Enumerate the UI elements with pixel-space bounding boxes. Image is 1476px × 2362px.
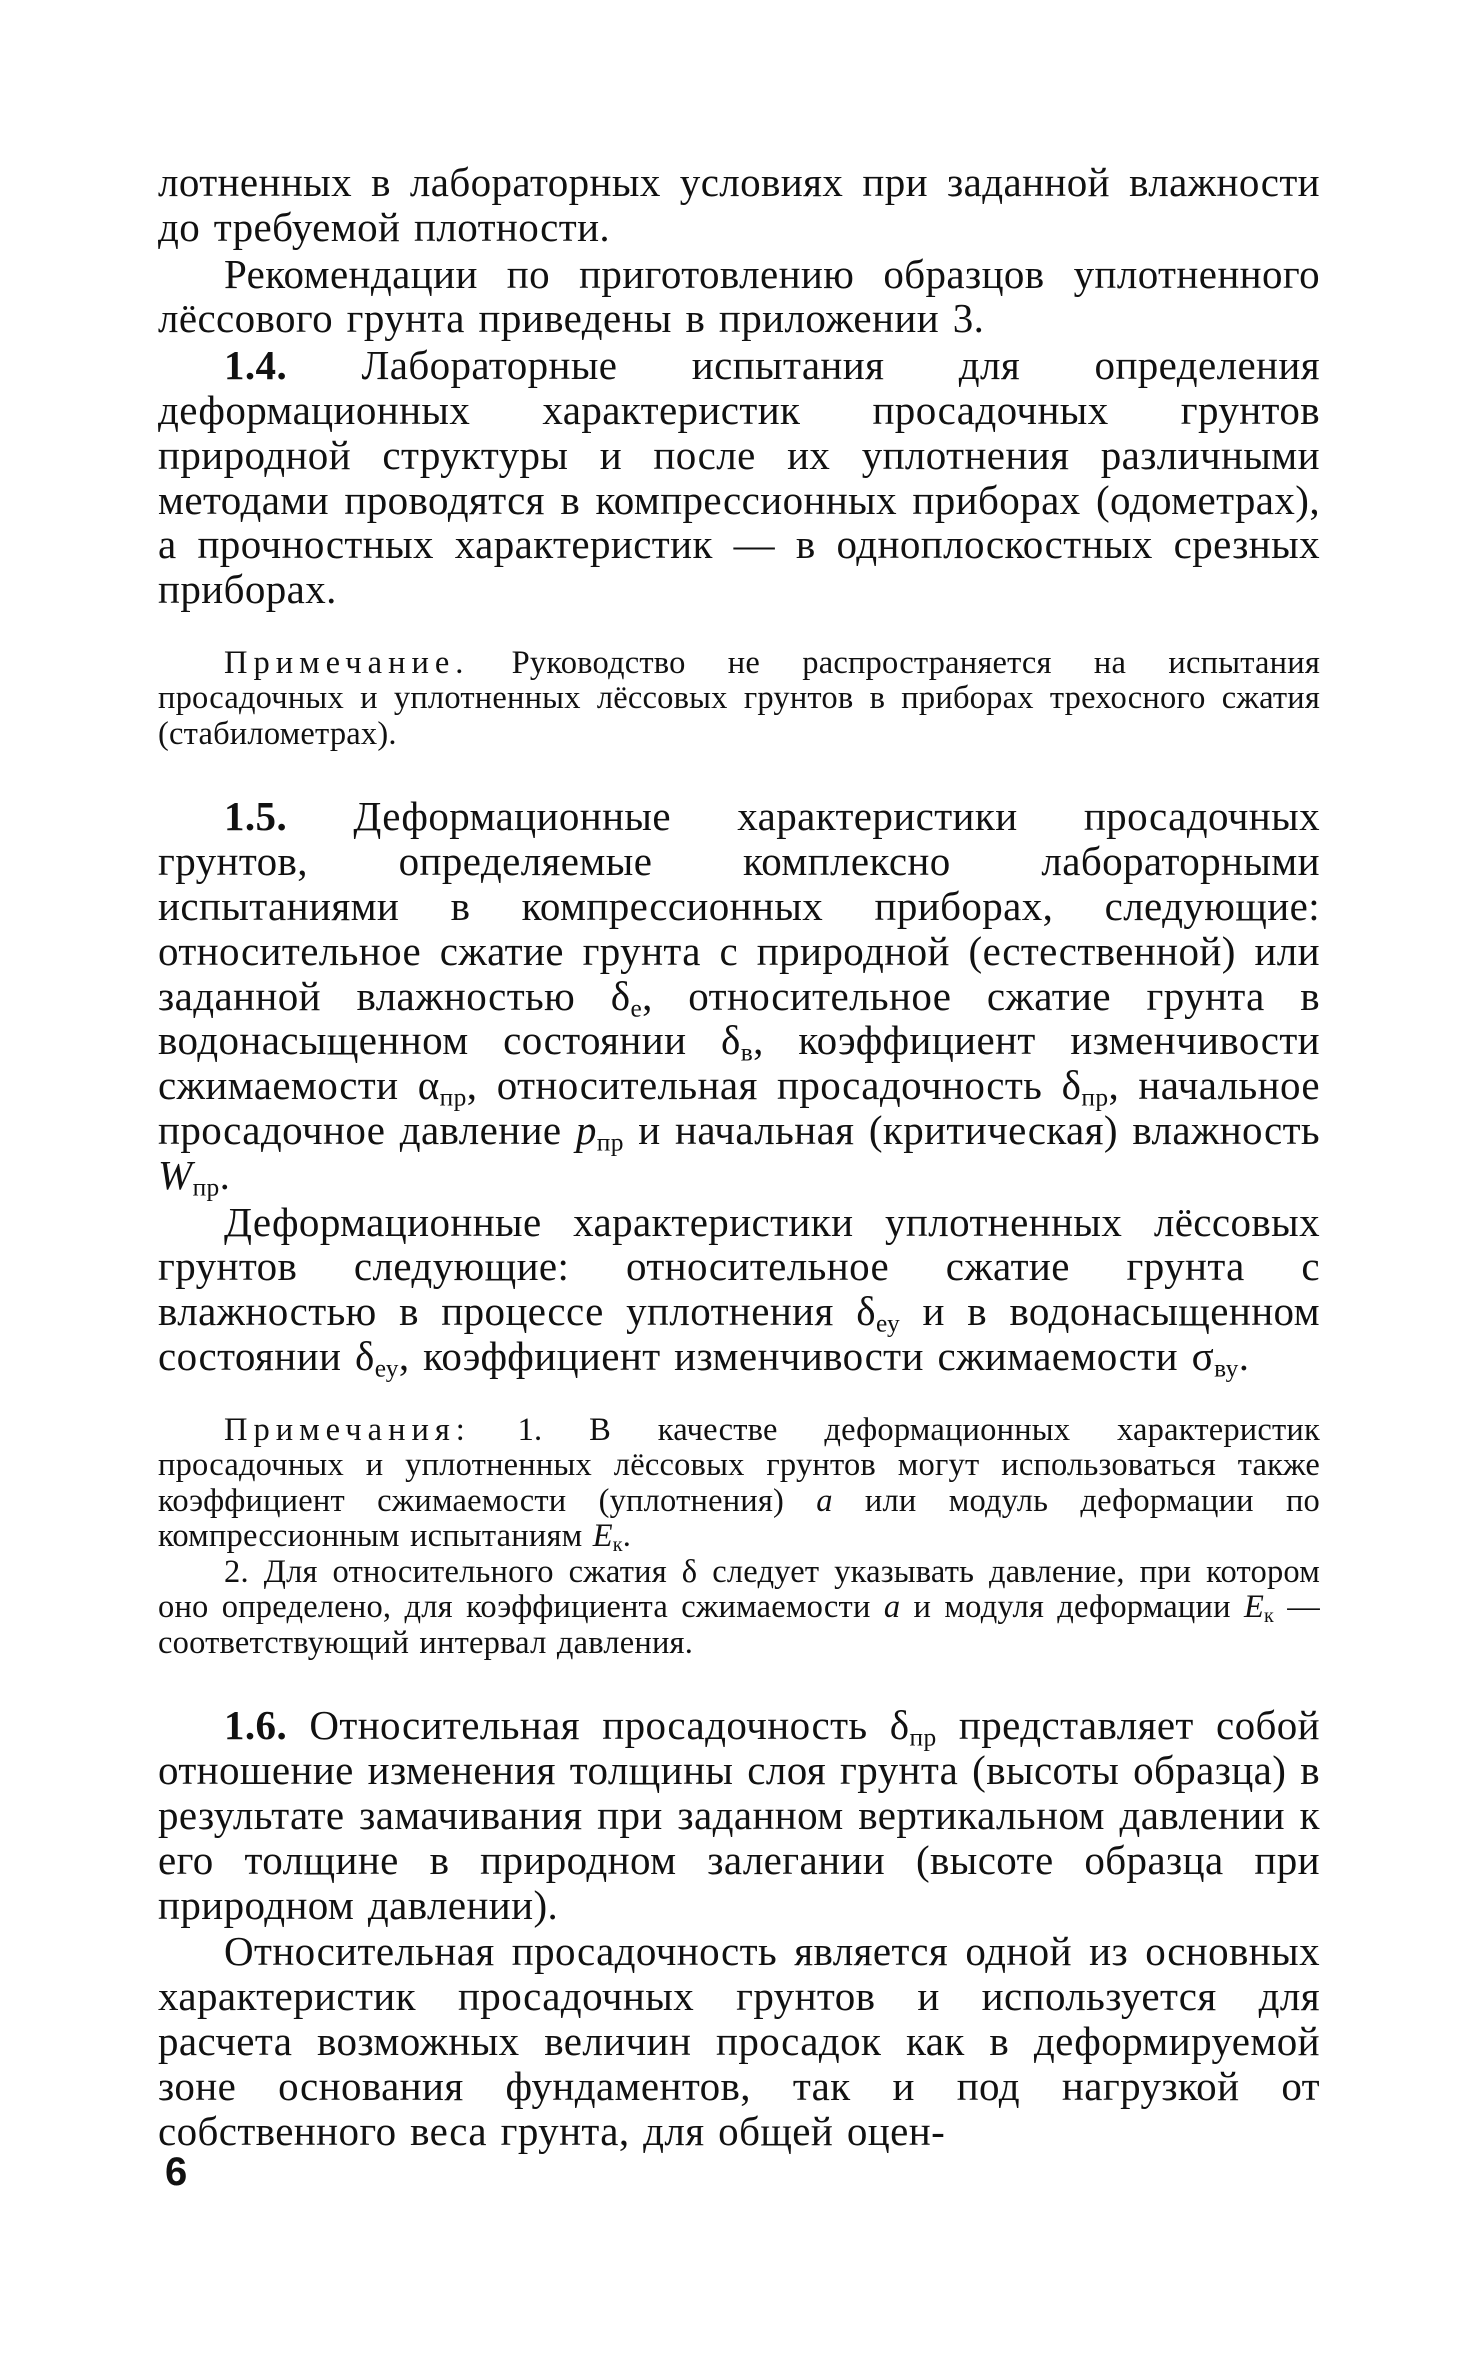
symbol-subscript: пр [1081, 1083, 1109, 1112]
paragraph-text: , коэффициент изменчивости сжимаемости [158, 1017, 1320, 1109]
note-text: 2. Для относительного сжатия δ следует указывать давление, при котором оно определено, для коэффициента сжимаемости [158, 1553, 1320, 1626]
symbol-subscript: к [1264, 1605, 1275, 1628]
paragraph-text: и начальная (критическая) влажность [623, 1107, 1320, 1154]
paragraph-text: и в водонасыщенном состоянии [158, 1288, 1321, 1380]
symbol-subscript: еу [374, 1354, 399, 1383]
symbol: a [816, 1482, 833, 1519]
symbol-subscript: в [740, 1038, 754, 1067]
paragraph-text: Деформационные характеристики уплотненных лёссовых грунтов следующие: относительное сжатие грунта с влажностью в процессе уплотнения [158, 1198, 1320, 1335]
symbol-subscript: пр [596, 1128, 624, 1157]
symbol-subscript: к [612, 1534, 623, 1557]
symbol: δ [610, 972, 631, 1019]
paragraph-text: . [219, 1151, 231, 1198]
document-page [158, 160, 1320, 2153]
section-number: 1.5. [224, 793, 288, 840]
paragraph-relative-subsidence [158, 1929, 1320, 2153]
section-number: 1.4. [224, 342, 288, 389]
notes-2-item-2 [158, 1555, 1320, 1662]
note-label: Примечание. [224, 644, 470, 681]
section-1-4 [158, 343, 1320, 612]
note-text: Руководство не распространяется на испытания просадочных и уплотненных лёссовых грунтов в приборах трехосного сжатия (стабилометрах). [158, 644, 1321, 752]
paragraph-text: Относительная просадочность [309, 1702, 890, 1749]
note-label: Примечания: [224, 1411, 471, 1448]
paragraph-compacted-soils [158, 1198, 1321, 1383]
symbol: δ [1061, 1062, 1082, 1109]
symbol-subscript: e [630, 994, 643, 1022]
symbol: W [158, 1151, 193, 1198]
symbol: E [592, 1518, 613, 1555]
paragraph-text: , коэффициент изменчивости сжимаемости [398, 1333, 1192, 1380]
note-1 [158, 646, 1320, 753]
symbol: α [417, 1062, 440, 1109]
paragraph-text: Рекомендации по приготовлению образцов уплотненного лёссового грунта приведены в приложении 3. [158, 250, 1320, 342]
symbol-subscript: пр [439, 1083, 467, 1112]
section-number: 1.6. [224, 1702, 288, 1749]
note-text: или модуль деформации по компрессионным испытаниям [158, 1482, 1321, 1555]
symbol: δ [354, 1333, 375, 1380]
section-1-5 [158, 793, 1320, 1202]
symbol-subscript: пр [192, 1173, 220, 1202]
symbol: σ [1191, 1333, 1215, 1380]
symbol: p [575, 1107, 597, 1154]
note-text: и модуля деформации [900, 1589, 1244, 1626]
paragraph-text: Деформационные характеристики просадочных грунтов, определяемые комплексно лабораторными испытаниями в компрессионных приборах, следующие: относительное сжатие грунта с природной (естественной) или заданной влажностью [158, 793, 1320, 1019]
note-text: 1. В качестве деформационных характеристик просадочных и уплотненных лёссовых грунтов могут использоваться также коэффициент сжимаемости (уплотнения) [158, 1411, 1320, 1519]
paragraph-continuation [158, 160, 1320, 250]
note-text: — соответствующий интервал давления. [158, 1589, 1320, 1661]
symbol-subscript: ву [1214, 1354, 1239, 1383]
page-number: 6 [165, 2150, 188, 2194]
symbol-subscript: еу [875, 1309, 901, 1338]
notes-2-item-1 [158, 1413, 1320, 1555]
paragraph-text: Относительная просадочность является одной из основных характеристик просадочных грунтов и используется для расчета возможных величин просадок как в деформируемой зоне основания фундаментов, так и под нагрузкой от собственного веса грунта, для общей оцен- [158, 1928, 1320, 2154]
symbol: δ [889, 1702, 910, 1749]
paragraph-text: лотненных в лабораторных условиях при заданной влажности до требуемой плотности. [158, 159, 1320, 250]
symbol: E [1243, 1589, 1265, 1626]
paragraph-text: , начальное просадочное давление [158, 1062, 1320, 1154]
paragraph-text: , относительная просадочность [466, 1062, 1062, 1109]
paragraph-recommendations [158, 252, 1320, 342]
note-text: . [622, 1518, 632, 1555]
paragraph-text: представляет собой отношение изменения толщины слоя грунта (высоты образца) в результате замачивания при заданном вертикальном давлении к его толщине в природном залегании (высоте образца при природном давлении). [158, 1702, 1321, 1928]
section-1-6 [158, 1703, 1320, 1927]
symbol-subscript: пр [909, 1723, 937, 1752]
symbol: δ [856, 1288, 876, 1335]
paragraph-text: . [1238, 1333, 1250, 1380]
paragraph-text: Лабораторные испытания для определения деформационных характеристик просадочных грунтов природной структуры и после их уплотнения различными методами проводятся в компрессионных приборах (одометрах), а прочностных характеристик — в одноплоскостных срезных приборах. [158, 342, 1320, 613]
paragraph-text: , относительное сжатие грунта в водонасыщенном состоянии [158, 972, 1320, 1064]
symbol: a [883, 1589, 901, 1626]
symbol: δ [721, 1017, 741, 1064]
